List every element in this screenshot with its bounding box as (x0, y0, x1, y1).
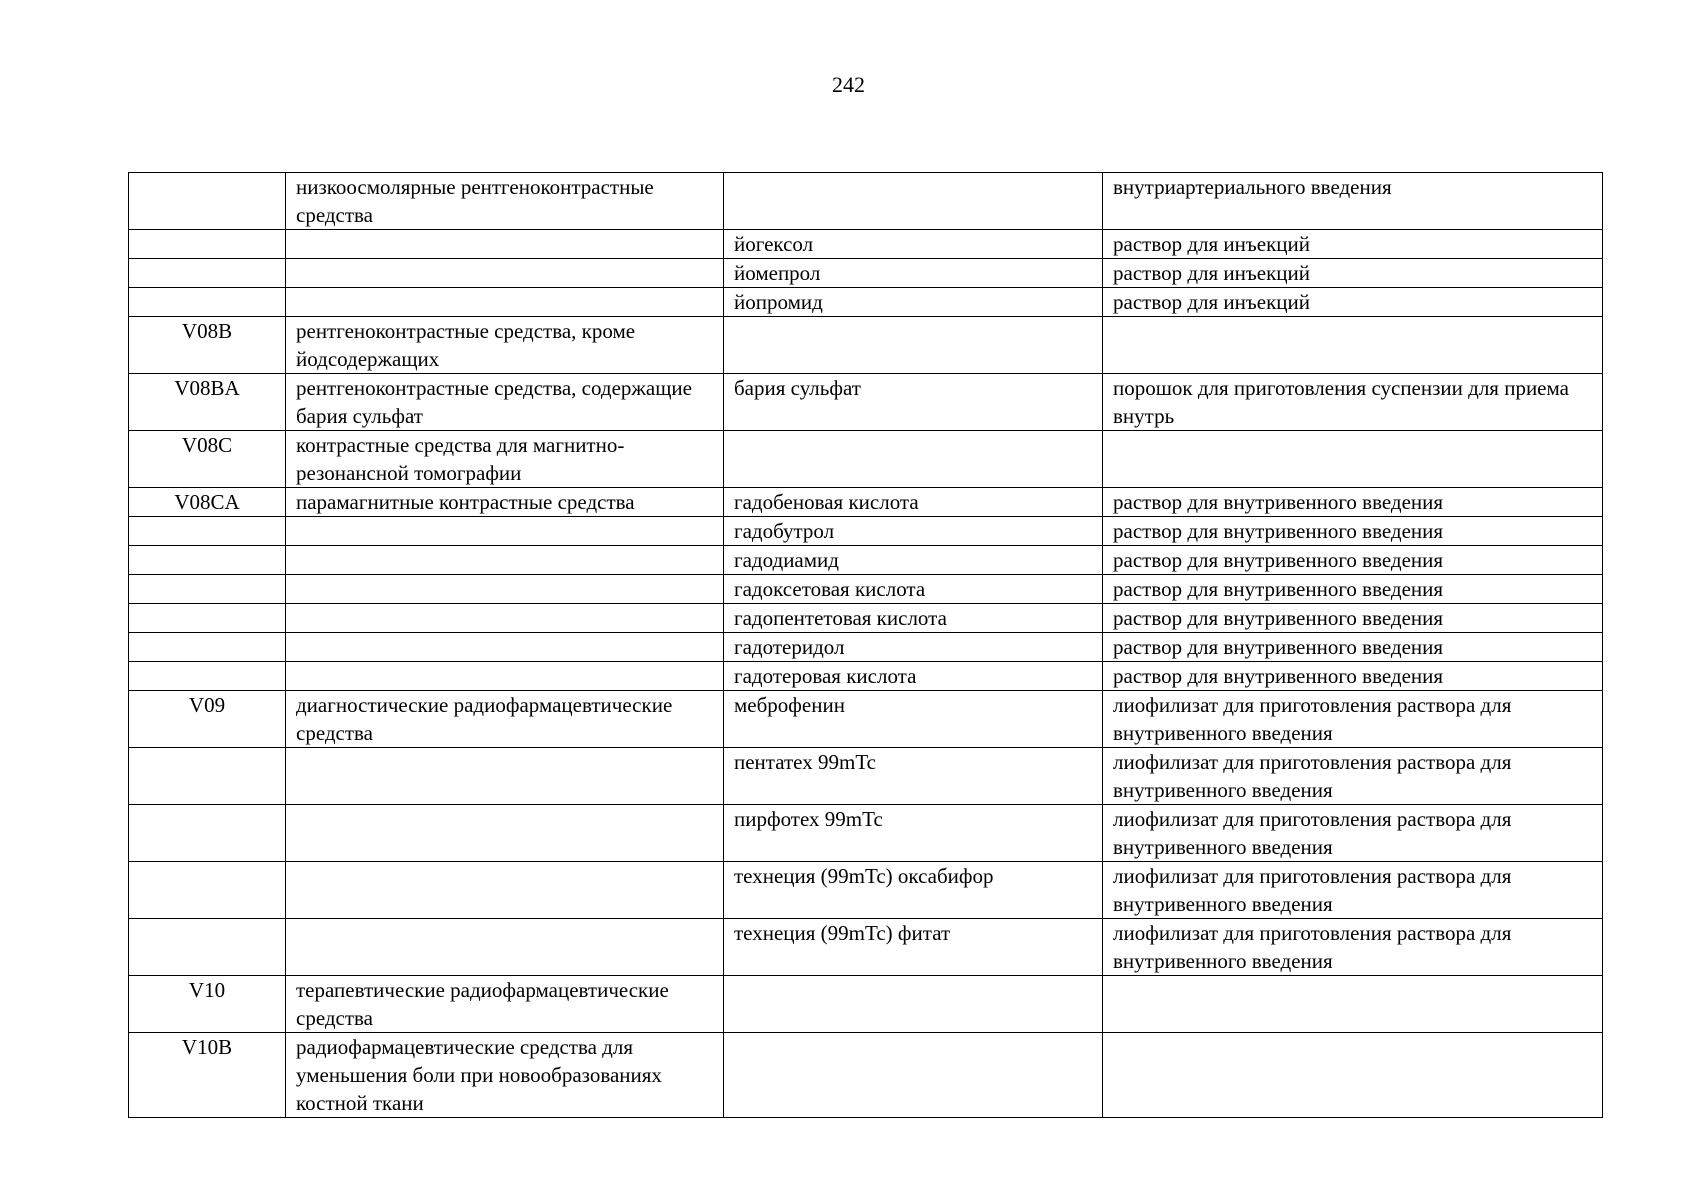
atc-code-cell (129, 748, 286, 805)
dosage-form-cell: раствор для внутривенного введения (1103, 575, 1603, 604)
drug-name-cell: гадотеридол (724, 633, 1103, 662)
anatomical-group-cell (286, 546, 724, 575)
atc-code-cell: V08B (129, 317, 286, 374)
anatomical-group-cell (286, 862, 724, 919)
drug-name-cell: бария сульфат (724, 374, 1103, 431)
drug-name-cell: технеция (99mTc) оксабифор (724, 862, 1103, 919)
dosage-form-cell (1103, 976, 1603, 1033)
anatomical-group-cell (286, 633, 724, 662)
page-number: 242 (832, 72, 865, 97)
drug-classification-table (128, 172, 1603, 1118)
anatomical-group-cell: радиофармацевтические средства для уменьшения боли при новообразованиях костной ткани (286, 1033, 724, 1118)
anatomical-group-cell (286, 748, 724, 805)
anatomical-group-cell (286, 919, 724, 976)
table-row (129, 575, 1603, 604)
drug-name-cell (724, 173, 1103, 230)
atc-code-cell: V08CA (129, 488, 286, 517)
drug-name-cell: йопромид (724, 288, 1103, 317)
drug-name-cell: гадоксетовая кислота (724, 575, 1103, 604)
anatomical-group-cell: низкоосмолярные рентгеноконтрастные средства (286, 173, 724, 230)
table-row (129, 662, 1603, 691)
drug-name-cell: технеция (99mTc) фитат (724, 919, 1103, 976)
table-row (129, 748, 1603, 805)
dosage-form-cell: лиофилизат для приготовления раствора для внутривенного введения (1103, 805, 1603, 862)
dosage-form-cell: раствор для внутривенного введения (1103, 517, 1603, 546)
table-row (129, 919, 1603, 976)
anatomical-group-cell: терапевтические радиофармацевтические средства (286, 976, 724, 1033)
drug-name-cell: йогексол (724, 230, 1103, 259)
atc-code-cell (129, 546, 286, 575)
dosage-form-cell (1103, 317, 1603, 374)
table-row (129, 259, 1603, 288)
table-row (129, 546, 1603, 575)
atc-code-cell (129, 633, 286, 662)
dosage-form-cell: лиофилизат для приготовления раствора для внутривенного введения (1103, 748, 1603, 805)
dosage-form-cell: раствор для инъекций (1103, 288, 1603, 317)
atc-code-cell: V10 (129, 976, 286, 1033)
table-row (129, 488, 1603, 517)
table-row (129, 976, 1603, 1033)
dosage-form-cell: раствор для внутривенного введения (1103, 488, 1603, 517)
table-row (129, 431, 1603, 488)
anatomical-group-cell (286, 604, 724, 633)
atc-code-cell (129, 575, 286, 604)
dosage-form-cell: раствор для внутривенного введения (1103, 633, 1603, 662)
dosage-form-cell: внутриартериального введения (1103, 173, 1603, 230)
anatomical-group-cell (286, 517, 724, 546)
drug-name-cell (724, 976, 1103, 1033)
atc-code-cell (129, 230, 286, 259)
drug-name-cell: гадопентетовая кислота (724, 604, 1103, 633)
atc-code-cell (129, 805, 286, 862)
anatomical-group-cell (286, 575, 724, 604)
dosage-form-cell: лиофилизат для приготовления раствора для внутривенного введения (1103, 919, 1603, 976)
table-row (129, 604, 1603, 633)
atc-code-cell (129, 862, 286, 919)
table-row (129, 517, 1603, 546)
drug-name-cell (724, 1033, 1103, 1118)
drug-name-cell: гадобеновая кислота (724, 488, 1103, 517)
table-row (129, 230, 1603, 259)
anatomical-group-cell (286, 805, 724, 862)
anatomical-group-cell (286, 259, 724, 288)
anatomical-group-cell: контрастные средства для магнитно-резонансной томографии (286, 431, 724, 488)
table-row (129, 691, 1603, 748)
drug-name-cell: меброфенин (724, 691, 1103, 748)
table-row (129, 173, 1603, 230)
atc-code-cell (129, 288, 286, 317)
dosage-form-cell: раствор для внутривенного введения (1103, 662, 1603, 691)
drug-name-cell: пирфотех 99mTc (724, 805, 1103, 862)
table-row (129, 633, 1603, 662)
anatomical-group-cell: рентгеноконтрастные средства, кроме йодсодержащих (286, 317, 724, 374)
drug-name-cell (724, 431, 1103, 488)
dosage-form-cell: раствор для инъекций (1103, 230, 1603, 259)
dosage-form-cell (1103, 431, 1603, 488)
dosage-form-cell: раствор для внутривенного введения (1103, 604, 1603, 633)
table-row (129, 862, 1603, 919)
atc-code-cell (129, 173, 286, 230)
table-row (129, 805, 1603, 862)
atc-code-cell (129, 604, 286, 633)
dosage-form-cell: раствор для внутривенного введения (1103, 546, 1603, 575)
dosage-form-cell: лиофилизат для приготовления раствора для внутривенного введения (1103, 862, 1603, 919)
anatomical-group-cell (286, 288, 724, 317)
dosage-form-cell: раствор для инъекций (1103, 259, 1603, 288)
anatomical-group-cell (286, 662, 724, 691)
anatomical-group-cell: диагностические радиофармацевтические средства (286, 691, 724, 748)
table-row (129, 288, 1603, 317)
drug-name-cell: пентатех 99mTc (724, 748, 1103, 805)
atc-code-cell (129, 919, 286, 976)
dosage-form-cell (1103, 1033, 1603, 1118)
table-row (129, 1033, 1603, 1118)
dosage-form-cell: порошок для приготовления суспензии для приема внутрь (1103, 374, 1603, 431)
atc-code-cell (129, 662, 286, 691)
drug-name-cell: йомепрол (724, 259, 1103, 288)
anatomical-group-cell: парамагнитные контрастные средства (286, 488, 724, 517)
drug-name-cell: гадотеровая кислота (724, 662, 1103, 691)
atc-code-cell: V08C (129, 431, 286, 488)
atc-code-cell (129, 259, 286, 288)
dosage-form-cell: лиофилизат для приготовления раствора для внутривенного введения (1103, 691, 1603, 748)
table-row (129, 374, 1603, 431)
drug-name-cell (724, 317, 1103, 374)
atc-code-cell: V08BA (129, 374, 286, 431)
atc-code-cell: V09 (129, 691, 286, 748)
drug-name-cell: гадобутрол (724, 517, 1103, 546)
atc-code-cell (129, 517, 286, 546)
anatomical-group-cell: рентгеноконтрастные средства, содержащие бария сульфат (286, 374, 724, 431)
table-row (129, 317, 1603, 374)
anatomical-group-cell (286, 230, 724, 259)
atc-code-cell: V10B (129, 1033, 286, 1118)
drug-name-cell: гадодиамид (724, 546, 1103, 575)
table-body (129, 173, 1603, 1118)
